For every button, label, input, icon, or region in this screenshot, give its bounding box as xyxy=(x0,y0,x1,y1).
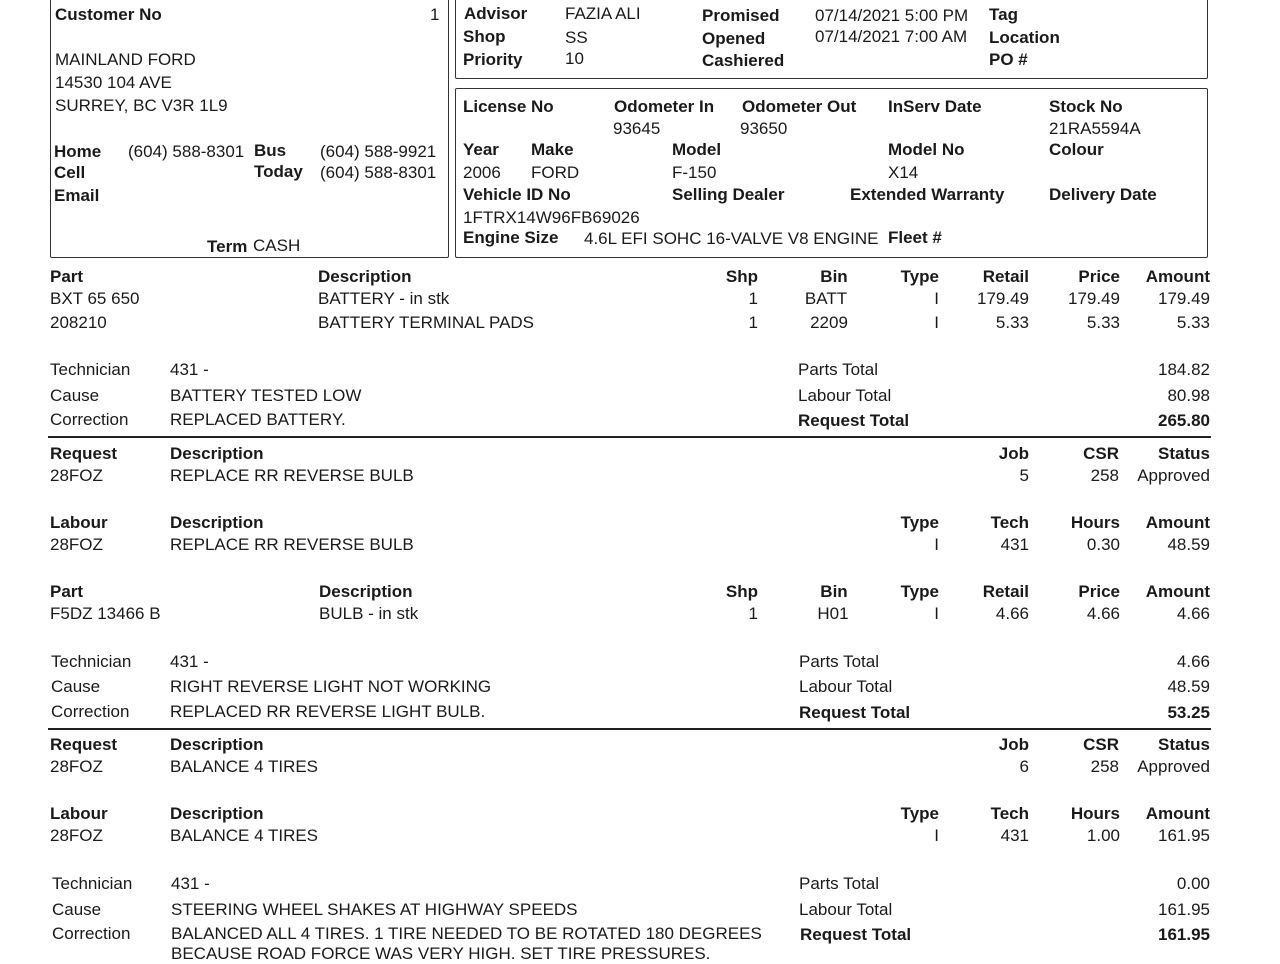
labour-type: I xyxy=(934,535,939,554)
amount-header: Amount xyxy=(1145,582,1210,601)
parts-total-value: 184.82 xyxy=(1158,360,1210,379)
priority-label: Priority xyxy=(463,50,523,69)
request-total-value: 53.25 xyxy=(1167,703,1210,722)
labour-total-value: 161.95 xyxy=(1158,900,1210,919)
retail-header: Retail xyxy=(982,267,1029,286)
part-price: 4.66 xyxy=(1086,604,1120,623)
selling-dealer-label: Selling Dealer xyxy=(672,185,785,204)
bin-header: Bin xyxy=(820,582,848,601)
extended-warranty-label: Extended Warranty xyxy=(850,185,1005,204)
home-phone: (604) 588-8301 xyxy=(128,142,245,161)
labour-header: Labour xyxy=(50,804,108,823)
price-header: Price xyxy=(1078,582,1120,601)
cause-value: RIGHT REVERSE LIGHT NOT WORKING xyxy=(170,677,492,696)
job-header: Job xyxy=(998,735,1029,754)
term-value: CASH xyxy=(253,236,301,255)
delivery-date-label: Delivery Date xyxy=(1049,185,1157,204)
part-description: BATTERY TERMINAL PADS xyxy=(318,313,535,332)
hours-header: Hours xyxy=(1070,513,1120,532)
technician-label: Technician xyxy=(50,360,131,379)
fleet-label: Fleet # xyxy=(888,228,942,247)
type-header: Type xyxy=(900,513,939,532)
correction-label: Correction xyxy=(52,924,131,943)
request-total-label: Request Total xyxy=(800,925,912,944)
shop-label: Shop xyxy=(463,27,506,46)
status-header: Status xyxy=(1158,735,1210,754)
cause-label: Cause xyxy=(52,900,102,919)
description-header: Description xyxy=(170,735,264,754)
part-header: Part xyxy=(50,267,84,286)
csr-header: CSR xyxy=(1083,444,1119,463)
priority-value: 10 xyxy=(565,49,584,68)
email-label: Email xyxy=(54,186,100,205)
parts-total-value: 0.00 xyxy=(1176,874,1210,893)
job-header: Job xyxy=(998,444,1029,463)
year-label: Year xyxy=(463,140,499,159)
labour-header: Labour xyxy=(50,513,108,532)
price-header: Price xyxy=(1078,267,1120,286)
type-header: Type xyxy=(900,804,939,823)
request-csr: 258 xyxy=(1090,466,1119,485)
part-retail: 5.33 xyxy=(995,313,1029,332)
inserv-date-label: InServ Date xyxy=(888,97,982,116)
opened-label: Opened xyxy=(702,29,766,48)
labour-hours: 0.30 xyxy=(1086,535,1120,554)
parts-total-label: Parts Total xyxy=(799,652,880,671)
tech-header: Tech xyxy=(990,804,1029,823)
labour-amount: 161.95 xyxy=(1158,826,1210,845)
cause-value: STEERING WHEEL SHAKES AT HIGHWAY SPEEDS xyxy=(171,900,578,919)
amount-header: Amount xyxy=(1145,804,1210,823)
description-header: Description xyxy=(319,582,413,601)
labour-description: REPLACE RR REVERSE BULB xyxy=(170,535,414,554)
today-label: Today xyxy=(254,162,303,181)
request-status: Approved xyxy=(1137,757,1210,776)
bin-header: Bin xyxy=(820,267,848,286)
term-label: Term xyxy=(207,237,248,256)
part-amount: 179.49 xyxy=(1158,289,1210,308)
part-bin: 2209 xyxy=(810,313,848,332)
engine-size-label: Engine Size xyxy=(463,228,559,247)
hours-header: Hours xyxy=(1070,804,1120,823)
labour-total-value: 80.98 xyxy=(1167,386,1210,405)
part-price: 5.33 xyxy=(1086,313,1120,332)
customer-no: 1 xyxy=(430,5,440,24)
year-value: 2006 xyxy=(463,163,501,182)
request-status: Approved xyxy=(1137,466,1210,485)
po-label: PO # xyxy=(989,50,1028,69)
technician-label: Technician xyxy=(52,874,133,893)
request-total-value: 161.95 xyxy=(1158,925,1210,944)
labour-code: 28FOZ xyxy=(50,826,103,845)
model-label: Model xyxy=(672,140,722,159)
bus-phone: (604) 588-9921 xyxy=(320,142,437,161)
cell-label: Cell xyxy=(54,163,86,182)
labour-total-value: 48.59 xyxy=(1167,677,1210,696)
part-shp: 1 xyxy=(748,604,758,623)
part-number: BXT 65 650 xyxy=(50,289,140,308)
labour-type: I xyxy=(934,826,939,845)
request-header: Request xyxy=(50,735,118,754)
part-description: BATTERY - in stk xyxy=(318,289,450,308)
correction-value-line2: BECAUSE ROAD FORCE WAS VERY HIGH. SET TIRE PRESSURES. xyxy=(171,944,711,963)
shp-header: Shp xyxy=(725,267,758,286)
request-description: REPLACE RR REVERSE BULB xyxy=(170,466,414,485)
part-shp: 1 xyxy=(748,313,758,332)
correction-label: Correction xyxy=(50,410,129,429)
part-amount: 5.33 xyxy=(1176,313,1210,332)
advisor-value: FAZIA ALI xyxy=(565,4,641,23)
amount-header: Amount xyxy=(1145,267,1210,286)
today-phone: (604) 588-8301 xyxy=(320,163,437,182)
shp-header: Shp xyxy=(725,582,758,601)
part-retail: 4.66 xyxy=(995,604,1029,623)
odometer-in-value: 93645 xyxy=(613,119,661,138)
technician-label: Technician xyxy=(51,652,132,671)
labour-tech: 431 xyxy=(1000,535,1029,554)
request-code: 28FOZ xyxy=(50,757,103,776)
parts-total-label: Parts Total xyxy=(798,360,879,379)
vin-value: 1FTRX14W96FB69026 xyxy=(463,208,640,227)
labour-code: 28FOZ xyxy=(50,535,103,554)
model-no-value: X14 xyxy=(888,163,919,182)
request-job: 5 xyxy=(1019,466,1029,485)
customer-address1: 14530 104 AVE xyxy=(55,73,172,92)
parts-total-value: 4.66 xyxy=(1176,652,1210,671)
part-number: 208210 xyxy=(50,313,107,332)
stock-no-label: Stock No xyxy=(1049,97,1123,116)
part-number: F5DZ 13466 B xyxy=(50,604,161,623)
correction-value: REPLACED BATTERY. xyxy=(170,410,346,429)
home-label: Home xyxy=(54,142,102,161)
request-description: BALANCE 4 TIRES xyxy=(170,757,319,776)
amount-header: Amount xyxy=(1145,513,1210,532)
part-type: I xyxy=(934,604,939,623)
parts-total-label: Parts Total xyxy=(799,874,880,893)
status-header: Status xyxy=(1158,444,1210,463)
labour-hours: 1.00 xyxy=(1086,826,1120,845)
part-type: I xyxy=(934,313,939,332)
odometer-in-label: Odometer In xyxy=(614,97,715,116)
customer-name: MAINLAND FORD xyxy=(55,50,196,69)
part-bin: BATT xyxy=(804,289,848,308)
tech-header: Tech xyxy=(990,513,1029,532)
license-label: License No xyxy=(463,97,554,116)
request-total-label: Request Total xyxy=(798,411,910,430)
csr-header: CSR xyxy=(1083,735,1119,754)
colour-label: Colour xyxy=(1049,140,1104,159)
labour-description: BALANCE 4 TIRES xyxy=(170,826,319,845)
promised-label: Promised xyxy=(702,6,780,25)
labour-tech: 431 xyxy=(1000,826,1029,845)
cause-label: Cause xyxy=(50,386,100,405)
shop-value: SS xyxy=(565,28,588,47)
type-header: Type xyxy=(900,582,939,601)
advisor-label: Advisor xyxy=(464,4,528,23)
part-shp: 1 xyxy=(748,289,758,308)
model-no-label: Model No xyxy=(888,140,965,159)
promised-value: 07/14/2021 5:00 PM xyxy=(815,6,969,25)
bus-label: Bus xyxy=(254,141,287,160)
labour-total-label: Labour Total xyxy=(799,900,893,919)
engine-size-value: 4.6L EFI SOHC 16-VALVE V8 ENGINE xyxy=(584,229,879,248)
description-header: Description xyxy=(170,444,264,463)
section-divider xyxy=(48,728,1211,730)
description-header: Description xyxy=(170,513,264,532)
retail-header: Retail xyxy=(982,582,1029,601)
section-divider xyxy=(48,436,1211,438)
part-description: BULB - in stk xyxy=(319,604,419,623)
customer-address2: SURREY, BC V3R 1L9 xyxy=(55,96,228,115)
customer-no-label: Customer No xyxy=(55,5,162,24)
odometer-out-label: Odometer Out xyxy=(742,97,857,116)
correction-value-line1: BALANCED ALL 4 TIRES. 1 TIRE NEEDED TO BE ROTATED 180 DEGREES xyxy=(171,924,762,943)
customer-box xyxy=(50,0,449,258)
make-label: Make xyxy=(531,140,574,159)
part-price: 179.49 xyxy=(1068,289,1120,308)
tag-label: Tag xyxy=(989,5,1018,24)
correction-label: Correction xyxy=(51,702,130,721)
opened-value: 07/14/2021 7:00 AM xyxy=(815,27,968,46)
description-header: Description xyxy=(170,804,264,823)
request-total-label: Request Total xyxy=(799,703,911,722)
part-bin: H01 xyxy=(817,604,849,623)
part-retail: 179.49 xyxy=(977,289,1029,308)
part-header: Part xyxy=(50,582,84,601)
make-value: FORD xyxy=(531,163,580,182)
technician-value: 431 - xyxy=(170,652,209,671)
correction-value: REPLACED RR REVERSE LIGHT BULB. xyxy=(170,702,486,721)
part-amount: 4.66 xyxy=(1176,604,1210,623)
request-total-value: 265.80 xyxy=(1158,411,1210,430)
odometer-out-value: 93650 xyxy=(740,119,788,138)
stock-no-value: 21RA5594A xyxy=(1049,119,1141,138)
labour-amount: 48.59 xyxy=(1167,535,1210,554)
request-job: 6 xyxy=(1019,757,1029,776)
vin-label: Vehicle ID No xyxy=(463,185,571,204)
request-header: Request xyxy=(50,444,118,463)
technician-value: 431 - xyxy=(171,874,210,893)
model-value: F-150 xyxy=(672,163,717,182)
part-type: I xyxy=(934,289,939,308)
request-csr: 258 xyxy=(1090,757,1119,776)
cause-value: BATTERY TESTED LOW xyxy=(170,386,362,405)
cause-label: Cause xyxy=(51,677,101,696)
labour-total-label: Labour Total xyxy=(799,677,893,696)
location-label: Location xyxy=(989,28,1060,47)
labour-total-label: Labour Total xyxy=(798,386,892,405)
description-header: Description xyxy=(318,267,412,286)
technician-value: 431 - xyxy=(170,360,209,379)
request-code: 28FOZ xyxy=(50,466,103,485)
type-header: Type xyxy=(900,267,939,286)
cashiered-label: Cashiered xyxy=(702,51,785,70)
